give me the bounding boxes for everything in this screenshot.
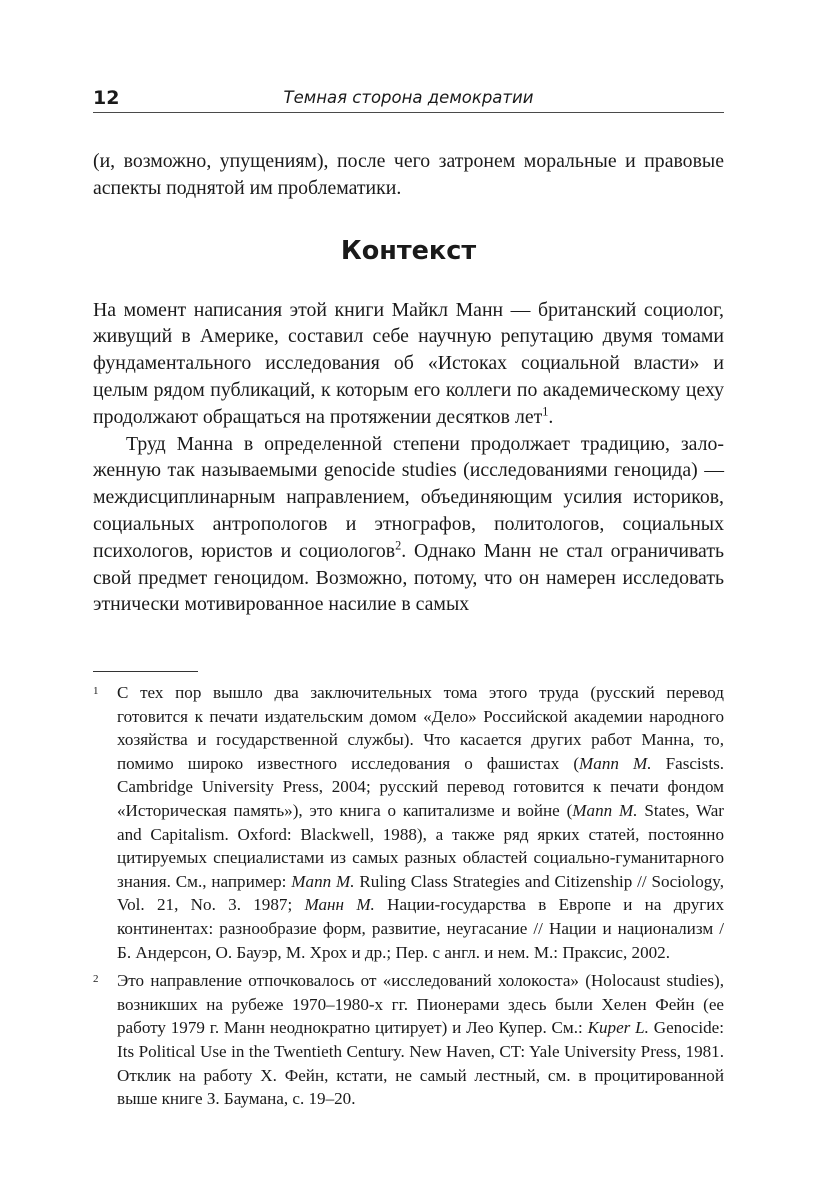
footnote-2-number: 2 xyxy=(93,973,99,986)
book-title: Темная сторона демократии xyxy=(283,88,534,107)
author-ref: Манн М. xyxy=(304,895,375,915)
continuation-paragraph: (и, возможно, упущениям), после чего затронем моральные и правовые аспекты поднятой им проблематики. xyxy=(93,150,724,199)
paragraph-2 xyxy=(93,431,724,619)
footnote-2-text: Genocide: Its Political Use in the Twentieth Century. New Haven, CT: Yale University Press, 1981. Отклик на работу Х. Фейн, кстати, не самый лестный, см. в процитированной выше книге З. Баумана, с. 19–20. xyxy=(117,1018,724,1109)
book-page xyxy=(93,0,724,1200)
author-ref: Mann M. xyxy=(291,871,355,891)
footnote-ref-1[interactable]: 1 xyxy=(542,404,549,419)
section-heading: Контекст xyxy=(340,235,477,266)
footnote-1-number: 1 xyxy=(93,685,99,697)
footnote-1-text: States, War and Capitalism. Oxford: Blackwell, 1988), а также ряд ярких статей, постоянно цитируемых специалистами из самых разных областей социально-гуманитарного знания. См., например: xyxy=(117,800,724,891)
footnote-1-text: Нации-государства в Европе и на других континентах: разнообразие форм, развитие, неугасание // Нации и национализм / Б. Андерсон, О. Бауэр, М. Хрох и др.; Пер. с англ. и нем. М.: Праксис, 2002. xyxy=(117,895,724,962)
footnote-1-text: Ruling Class Strategies and Citizenship // Sociology, Vol. 21, No. 3. 1987; xyxy=(117,871,725,915)
footnote-1-text: Fascists. Cambridge University Press, 2004; русский перевод готовится к печати фондом «Историческая память»), это книга о капитализме и войне ( xyxy=(117,753,725,820)
footnotes xyxy=(93,681,724,1116)
footnote-separator xyxy=(93,671,198,672)
author-ref: Mann M. xyxy=(572,800,638,820)
page-number: 12 xyxy=(93,87,120,109)
author-ref: Mann M. xyxy=(579,753,652,773)
author-ref: Kuper L. xyxy=(587,1018,649,1038)
paragraph-1-tail: . xyxy=(548,405,554,428)
running-head xyxy=(93,84,724,113)
footnote-ref-2[interactable]: 2 xyxy=(395,538,402,553)
paragraph-2-tail: . Однако Манн не стал ограничивать свой предмет геноцидом. Возможно, потому, что он намерен исследовать этнически мотивированное насилие в самых xyxy=(93,539,724,616)
paragraph-2-text: Труд Манна в определенной степени продолжает традицию, заложенную так называемыми genocide studies (исследованиями геноцида) — междисциплинарным направлением, объединяющим усилия историков, социальных антропологов и этнографов, политологов, социальных психологов, юристов и социологов xyxy=(93,432,724,562)
footnote-1 xyxy=(93,681,724,964)
paragraph-1-text: На момент написания этой книги Майкл Манн — британский социолог, живущий в Америке, составил себе научную репутацию двумя томами фундаментального исследования об «Истоках социальной власти» и целым рядом публикаций, к которым его коллеги по академическому цеху продолжают обращаться на протяжении десятков лет xyxy=(93,298,724,428)
main-text xyxy=(93,148,724,618)
footnote-2-text: Это направление отпочковалось от «исследований холокоста» (Holocaust studies), возникших на рубеже 1970–1980-х гг. Пионерами здесь были Хелен Фейн (ее работу 1979 г. Манн неоднократно цитирует) и Лео Купер. См.: xyxy=(117,971,724,1038)
footnote-2 xyxy=(93,969,724,1111)
paragraph-1 xyxy=(93,297,724,431)
footnote-1-text: С тех пор вышло два заключительных тома этого труда (русский перевод готовится к печати издательским домом «Дело» Российской академии народного хозяйства и государственной службы). Что касается других работ Манна, то, помимо широко известного исследования о фашистах ( xyxy=(117,683,724,773)
